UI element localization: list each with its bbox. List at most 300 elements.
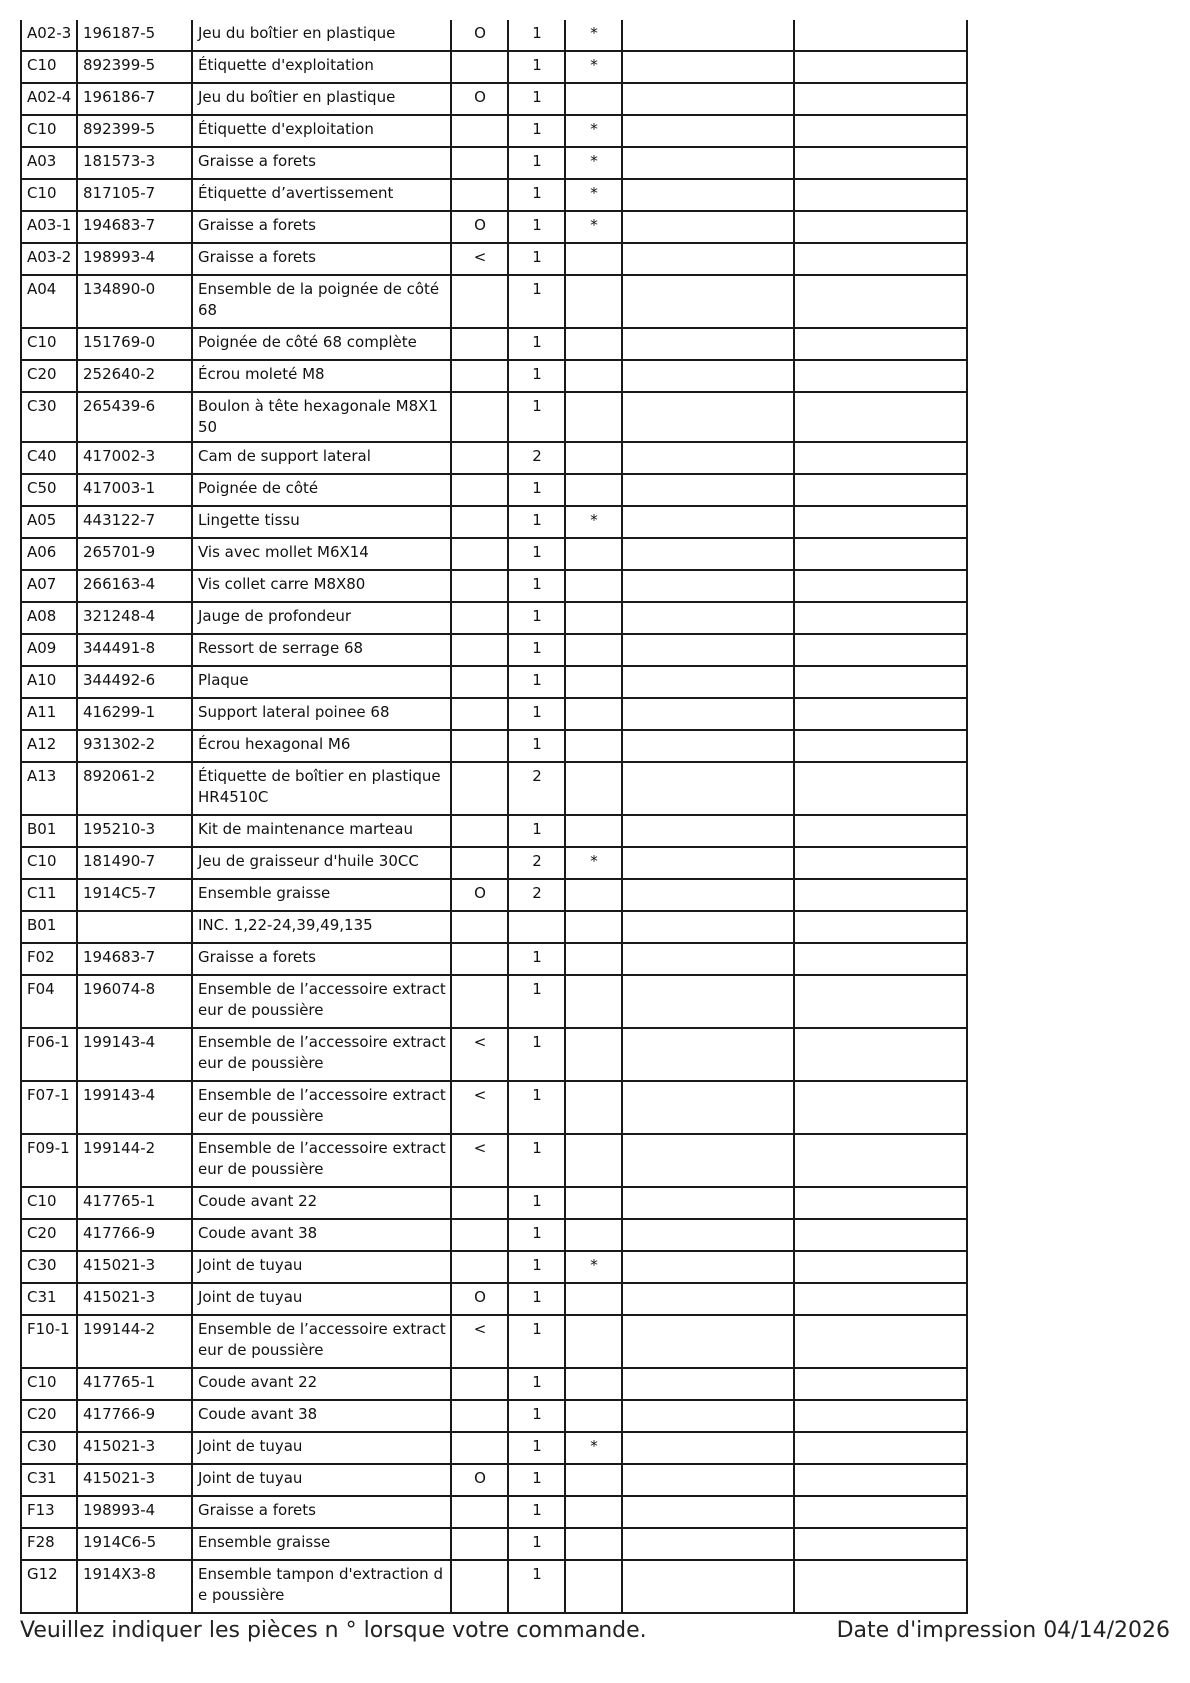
part-number-cell: 196074-8 <box>77 975 192 1028</box>
ref-cell: A13 <box>21 762 77 815</box>
marker-cell <box>565 1315 622 1368</box>
table-row <box>21 634 967 666</box>
blank-cell <box>794 815 967 847</box>
quantity-cell: 1 <box>508 243 565 275</box>
part-number-cell: 417002-3 <box>77 442 192 474</box>
blank-cell <box>794 666 967 698</box>
flag-cell: O <box>451 1283 508 1315</box>
flag-cell: O <box>451 20 508 51</box>
table-row <box>21 474 967 506</box>
table-row <box>21 1219 967 1251</box>
quantity-cell: 1 <box>508 1219 565 1251</box>
quantity-cell: 1 <box>508 815 565 847</box>
blank-cell <box>622 442 794 474</box>
quantity-cell: 1 <box>508 83 565 115</box>
marker-cell <box>565 442 622 474</box>
blank-cell <box>794 506 967 538</box>
table-row <box>21 328 967 360</box>
ref-cell: C11 <box>21 879 77 911</box>
ref-cell: C40 <box>21 442 77 474</box>
ref-cell: F13 <box>21 1496 77 1528</box>
description-cell: Écrou hexagonal M6 <box>192 730 451 762</box>
ref-cell: A09 <box>21 634 77 666</box>
blank-cell <box>794 115 967 147</box>
part-number-cell: 198993-4 <box>77 243 192 275</box>
ref-cell: F10-1 <box>21 1315 77 1368</box>
blank-cell <box>622 1368 794 1400</box>
flag-cell <box>451 815 508 847</box>
marker-cell <box>565 1187 622 1219</box>
blank-cell <box>622 20 794 51</box>
part-number-cell: 196187-5 <box>77 20 192 51</box>
marker-cell <box>565 762 622 815</box>
quantity-cell <box>508 911 565 943</box>
part-number-cell: 266163-4 <box>77 570 192 602</box>
ref-cell: A11 <box>21 698 77 730</box>
blank-cell <box>622 1081 794 1134</box>
ref-cell: A02-3 <box>21 20 77 51</box>
marker-cell <box>565 602 622 634</box>
ref-cell: A07 <box>21 570 77 602</box>
flag-cell: O <box>451 1464 508 1496</box>
marker-cell <box>565 360 622 392</box>
flag-cell <box>451 698 508 730</box>
description-cell: Joint de tuyau <box>192 1283 451 1315</box>
description-cell: Ensemble de l’accessoire extracteur de poussière <box>192 975 451 1028</box>
blank-cell <box>794 360 967 392</box>
marker-cell <box>565 570 622 602</box>
ref-cell: B01 <box>21 911 77 943</box>
ref-cell: C10 <box>21 847 77 879</box>
ref-cell: C10 <box>21 1368 77 1400</box>
description-cell: Jeu du boîtier en plastique <box>192 20 451 51</box>
ref-cell: A04 <box>21 275 77 328</box>
print-date: Date d'impression 04/14/2026 <box>836 1618 1170 1643</box>
description-cell: Ensemble de l’accessoire extracteur de poussière <box>192 1028 451 1081</box>
table-row <box>21 20 967 51</box>
blank-cell <box>794 602 967 634</box>
part-number-cell: 415021-3 <box>77 1251 192 1283</box>
description-cell: Ensemble graisse <box>192 879 451 911</box>
blank-cell <box>622 634 794 666</box>
blank-cell <box>622 243 794 275</box>
table-row <box>21 815 967 847</box>
table-row <box>21 730 967 762</box>
ref-cell: C20 <box>21 1219 77 1251</box>
table-row <box>21 1081 967 1134</box>
part-number-cell: 265701-9 <box>77 538 192 570</box>
quantity-cell: 1 <box>508 1134 565 1187</box>
table-row <box>21 911 967 943</box>
quantity-cell: 1 <box>508 211 565 243</box>
blank-cell <box>622 392 794 442</box>
quantity-cell: 1 <box>508 328 565 360</box>
ref-cell: F04 <box>21 975 77 1028</box>
marker-cell <box>565 634 622 666</box>
table-row <box>21 1187 967 1219</box>
part-number-cell: 892399-5 <box>77 51 192 83</box>
part-number-cell: 1914X3-8 <box>77 1560 192 1613</box>
table-row <box>21 1251 967 1283</box>
description-cell: Jeu de graisseur d'huile 30CC <box>192 847 451 879</box>
table-row <box>21 1560 967 1613</box>
marker-cell: * <box>565 115 622 147</box>
quantity-cell: 1 <box>508 698 565 730</box>
ref-cell: A03 <box>21 147 77 179</box>
blank-cell <box>794 211 967 243</box>
blank-cell <box>794 51 967 83</box>
blank-cell <box>622 762 794 815</box>
parts-table-body <box>21 20 967 1613</box>
marker-cell: * <box>565 51 622 83</box>
table-row <box>21 1464 967 1496</box>
ref-cell: C10 <box>21 115 77 147</box>
part-number-cell: 198993-4 <box>77 1496 192 1528</box>
part-number-cell: 417765-1 <box>77 1368 192 1400</box>
ref-cell: G12 <box>21 1560 77 1613</box>
blank-cell <box>622 847 794 879</box>
marker-cell: * <box>565 506 622 538</box>
part-number-cell: 199144-2 <box>77 1134 192 1187</box>
table-row <box>21 847 967 879</box>
quantity-cell: 1 <box>508 275 565 328</box>
ref-cell: B01 <box>21 815 77 847</box>
table-row <box>21 975 967 1028</box>
flag-cell <box>451 474 508 506</box>
blank-cell <box>622 179 794 211</box>
marker-cell <box>565 975 622 1028</box>
blank-cell <box>622 1251 794 1283</box>
parts-list-sheet <box>20 20 966 1614</box>
ref-cell: A03-1 <box>21 211 77 243</box>
part-number-cell: 817105-7 <box>77 179 192 211</box>
blank-cell <box>622 1187 794 1219</box>
part-number-cell: 195210-3 <box>77 815 192 847</box>
table-row <box>21 1134 967 1187</box>
marker-cell <box>565 243 622 275</box>
description-cell: INC. 1,22-24,39,49,135 <box>192 911 451 943</box>
flag-cell <box>451 275 508 328</box>
blank-cell <box>794 392 967 442</box>
marker-cell: * <box>565 1432 622 1464</box>
blank-cell <box>794 1368 967 1400</box>
description-cell: Jauge de profondeur <box>192 602 451 634</box>
ref-cell: A12 <box>21 730 77 762</box>
blank-cell <box>794 538 967 570</box>
flag-cell <box>451 911 508 943</box>
quantity-cell: 1 <box>508 1251 565 1283</box>
marker-cell <box>565 1081 622 1134</box>
description-cell: Joint de tuyau <box>192 1432 451 1464</box>
marker-cell <box>565 83 622 115</box>
part-number-cell: 199144-2 <box>77 1315 192 1368</box>
part-number-cell <box>77 911 192 943</box>
flag-cell: < <box>451 243 508 275</box>
flag-cell <box>451 538 508 570</box>
description-cell: Étiquette d'exploitation <box>192 51 451 83</box>
quantity-cell: 1 <box>508 1560 565 1613</box>
description-cell: Coude avant 22 <box>192 1187 451 1219</box>
table-row <box>21 1496 967 1528</box>
blank-cell <box>622 1400 794 1432</box>
blank-cell <box>794 762 967 815</box>
blank-cell <box>794 943 967 975</box>
table-row <box>21 360 967 392</box>
quantity-cell: 1 <box>508 20 565 51</box>
marker-cell <box>565 1283 622 1315</box>
marker-cell <box>565 943 622 975</box>
blank-cell <box>794 275 967 328</box>
flag-cell <box>451 1400 508 1432</box>
quantity-cell: 1 <box>508 602 565 634</box>
marker-cell: * <box>565 1251 622 1283</box>
flag-cell <box>451 1368 508 1400</box>
blank-cell <box>794 730 967 762</box>
description-cell: Ressort de serrage 68 <box>192 634 451 666</box>
flag-cell <box>451 115 508 147</box>
blank-cell <box>794 1528 967 1560</box>
part-number-cell: 199143-4 <box>77 1081 192 1134</box>
blank-cell <box>622 1432 794 1464</box>
ref-cell: C30 <box>21 1432 77 1464</box>
flag-cell: < <box>451 1028 508 1081</box>
table-row <box>21 943 967 975</box>
blank-cell <box>622 975 794 1028</box>
description-cell: Étiquette d'exploitation <box>192 115 451 147</box>
part-number-cell: 892399-5 <box>77 115 192 147</box>
blank-cell <box>794 698 967 730</box>
quantity-cell: 1 <box>508 1028 565 1081</box>
ref-cell: A08 <box>21 602 77 634</box>
flag-cell: < <box>451 1081 508 1134</box>
table-row <box>21 243 967 275</box>
part-number-cell: 321248-4 <box>77 602 192 634</box>
table-row <box>21 392 967 442</box>
blank-cell <box>622 538 794 570</box>
ref-cell: C20 <box>21 360 77 392</box>
ref-cell: C10 <box>21 179 77 211</box>
quantity-cell: 2 <box>508 847 565 879</box>
description-cell: Coude avant 38 <box>192 1219 451 1251</box>
flag-cell <box>451 847 508 879</box>
blank-cell <box>794 1219 967 1251</box>
blank-cell <box>622 1315 794 1368</box>
quantity-cell: 1 <box>508 1400 565 1432</box>
part-number-cell: 417765-1 <box>77 1187 192 1219</box>
ref-cell: A10 <box>21 666 77 698</box>
description-cell: Vis collet carre M8X80 <box>192 570 451 602</box>
table-row <box>21 115 967 147</box>
description-cell: Écrou moleté M8 <box>192 360 451 392</box>
part-number-cell: 196186-7 <box>77 83 192 115</box>
blank-cell <box>622 506 794 538</box>
part-number-cell: 194683-7 <box>77 943 192 975</box>
marker-cell <box>565 275 622 328</box>
description-cell: Poignée de côté <box>192 474 451 506</box>
flag-cell: < <box>451 1134 508 1187</box>
table-row <box>21 1283 967 1315</box>
blank-cell <box>622 1464 794 1496</box>
flag-cell <box>451 1432 508 1464</box>
ref-cell: F06-1 <box>21 1028 77 1081</box>
flag-cell <box>451 392 508 442</box>
blank-cell <box>794 328 967 360</box>
blank-cell <box>794 1560 967 1613</box>
blank-cell <box>794 1496 967 1528</box>
table-row <box>21 83 967 115</box>
description-cell: Vis avec mollet M6X14 <box>192 538 451 570</box>
description-cell: Lingette tissu <box>192 506 451 538</box>
ref-cell: A06 <box>21 538 77 570</box>
ref-cell: F09-1 <box>21 1134 77 1187</box>
table-row <box>21 570 967 602</box>
part-number-cell: 415021-3 <box>77 1464 192 1496</box>
description-cell: Support lateral poinee 68 <box>192 698 451 730</box>
flag-cell <box>451 602 508 634</box>
blank-cell <box>622 211 794 243</box>
blank-cell <box>622 147 794 179</box>
ref-cell: C10 <box>21 328 77 360</box>
description-cell: Coude avant 22 <box>192 1368 451 1400</box>
description-cell: Ensemble de l’accessoire extracteur de poussière <box>192 1081 451 1134</box>
ref-cell: F28 <box>21 1528 77 1560</box>
description-cell: Graisse a forets <box>192 211 451 243</box>
description-cell: Boulon à tête hexagonale M8X150 <box>192 392 451 442</box>
quantity-cell: 1 <box>508 1432 565 1464</box>
part-number-cell: 415021-3 <box>77 1283 192 1315</box>
part-number-cell: 892061-2 <box>77 762 192 815</box>
blank-cell <box>794 1081 967 1134</box>
quantity-cell: 1 <box>508 538 565 570</box>
table-row <box>21 762 967 815</box>
blank-cell <box>794 474 967 506</box>
table-row <box>21 538 967 570</box>
description-cell: Cam de support lateral <box>192 442 451 474</box>
flag-cell: O <box>451 211 508 243</box>
table-row <box>21 211 967 243</box>
part-number-cell: 252640-2 <box>77 360 192 392</box>
ref-cell: A05 <box>21 506 77 538</box>
quantity-cell: 1 <box>508 1368 565 1400</box>
marker-cell <box>565 1528 622 1560</box>
quantity-cell: 1 <box>508 506 565 538</box>
blank-cell <box>794 20 967 51</box>
flag-cell <box>451 506 508 538</box>
marker-cell <box>565 911 622 943</box>
blank-cell <box>622 730 794 762</box>
quantity-cell: 1 <box>508 51 565 83</box>
blank-cell <box>794 1028 967 1081</box>
marker-cell <box>565 698 622 730</box>
ref-cell: C30 <box>21 392 77 442</box>
table-row <box>21 506 967 538</box>
blank-cell <box>622 275 794 328</box>
quantity-cell: 1 <box>508 1464 565 1496</box>
quantity-cell: 1 <box>508 634 565 666</box>
description-cell: Poignée de côté 68 complète <box>192 328 451 360</box>
table-row <box>21 51 967 83</box>
blank-cell <box>622 879 794 911</box>
flag-cell <box>451 1560 508 1613</box>
blank-cell <box>794 147 967 179</box>
blank-cell <box>622 1134 794 1187</box>
ref-cell: C20 <box>21 1400 77 1432</box>
table-row <box>21 602 967 634</box>
order-note: Veuillez indiquer les pièces n ° lorsque votre commande. <box>20 1618 647 1643</box>
blank-cell <box>794 83 967 115</box>
quantity-cell: 1 <box>508 666 565 698</box>
description-cell: Graisse a forets <box>192 243 451 275</box>
blank-cell <box>622 666 794 698</box>
blank-cell <box>622 83 794 115</box>
flag-cell: O <box>451 83 508 115</box>
table-row <box>21 1315 967 1368</box>
blank-cell <box>622 360 794 392</box>
flag-cell: O <box>451 879 508 911</box>
quantity-cell: 1 <box>508 474 565 506</box>
blank-cell <box>622 911 794 943</box>
flag-cell <box>451 147 508 179</box>
description-cell: Kit de maintenance marteau <box>192 815 451 847</box>
quantity-cell: 1 <box>508 1187 565 1219</box>
ref-cell: C31 <box>21 1283 77 1315</box>
flag-cell: < <box>451 1315 508 1368</box>
part-number-cell: 151769-0 <box>77 328 192 360</box>
blank-cell <box>622 328 794 360</box>
part-number-cell: 181490-7 <box>77 847 192 879</box>
description-cell: Ensemble de l’accessoire extracteur de poussière <box>192 1134 451 1187</box>
table-row <box>21 147 967 179</box>
marker-cell: * <box>565 20 622 51</box>
flag-cell <box>451 1528 508 1560</box>
marker-cell: * <box>565 179 622 211</box>
quantity-cell: 1 <box>508 1528 565 1560</box>
blank-cell <box>794 1315 967 1368</box>
part-number-cell: 199143-4 <box>77 1028 192 1081</box>
blank-cell <box>622 115 794 147</box>
table-row <box>21 442 967 474</box>
table-row <box>21 1368 967 1400</box>
marker-cell <box>565 474 622 506</box>
marker-cell <box>565 328 622 360</box>
marker-cell: * <box>565 847 622 879</box>
marker-cell <box>565 879 622 911</box>
flag-cell <box>451 51 508 83</box>
quantity-cell: 2 <box>508 762 565 815</box>
quantity-cell: 1 <box>508 392 565 442</box>
blank-cell <box>794 243 967 275</box>
blank-cell <box>622 698 794 730</box>
part-number-cell: 134890-0 <box>77 275 192 328</box>
quantity-cell: 2 <box>508 442 565 474</box>
blank-cell <box>794 975 967 1028</box>
table-row <box>21 275 967 328</box>
blank-cell <box>794 1464 967 1496</box>
description-cell: Graisse a forets <box>192 1496 451 1528</box>
blank-cell <box>794 442 967 474</box>
flag-cell <box>451 634 508 666</box>
part-number-cell: 417766-9 <box>77 1219 192 1251</box>
blank-cell <box>794 570 967 602</box>
part-number-cell: 265439-6 <box>77 392 192 442</box>
blank-cell <box>622 1496 794 1528</box>
ref-cell: F07-1 <box>21 1081 77 1134</box>
blank-cell <box>622 943 794 975</box>
blank-cell <box>622 474 794 506</box>
blank-cell <box>794 1134 967 1187</box>
ref-cell: C10 <box>21 1187 77 1219</box>
ref-cell: F02 <box>21 943 77 975</box>
